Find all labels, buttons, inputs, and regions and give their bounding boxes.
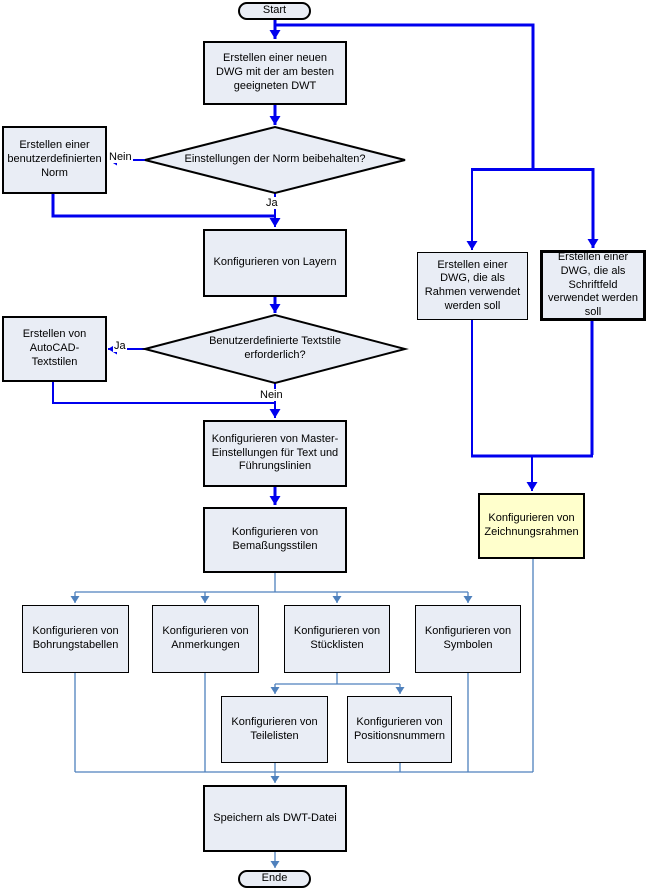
node-dimension-styles: Konfigurieren von Bemaßungsstilen [203, 507, 347, 573]
node-start: Start [238, 2, 311, 20]
node-custom-norm: Erstellen einer benutzerdefinierten Norm [2, 126, 107, 194]
node-annotations: Konfigurieren von Anmerkungen [152, 605, 259, 673]
edge-label-norm-ja: Ja [266, 197, 278, 209]
node-drawing-borders: Konfigurieren von Zeichnungsrahmen [478, 493, 585, 559]
node-end: Ende [238, 870, 311, 888]
node-parts-lists: Konfigurieren von Stücklisten [284, 605, 390, 673]
edge-label-norm-nein: Nein [109, 151, 132, 163]
edge-autocad-textstyles-merge [53, 382, 275, 403]
edge-custom-norm-merge [53, 194, 275, 216]
decision-keep-norm-label: Einstellungen der Norm beibehalten? [184, 153, 366, 166]
node-hole-tables: Konfigurieren von Bohrungstabellen [22, 605, 129, 673]
node-titleblock-dwg: Erstellen einer DWG, die als Schriftfeld verwendet werden soll [540, 250, 646, 321]
node-layers: Konfigurieren von Layern [203, 229, 347, 297]
node-balloons: Konfigurieren von Positionsnummern [347, 696, 452, 763]
node-autocad-textstyles: Erstellen von AutoCAD-Textstilen [2, 316, 107, 382]
node-create-dwg: Erstellen einer neuen DWG mit der am besten geeigneten DWT [203, 41, 347, 105]
edge-label-textstyles-ja: Ja [114, 340, 126, 352]
decision-textstyles-needed-label: Benutzerdefinierte Textstile erforderlich? [209, 335, 341, 361]
node-symbols: Konfigurieren von Symbolen [415, 605, 521, 673]
edge-label-textstyles-nein: Nein [260, 389, 283, 401]
node-master-settings: Konfigurieren von Master-Einstellungen für Text und Führungslinien [203, 420, 347, 487]
node-save-dwt: Speichern als DWT-Datei [203, 785, 347, 852]
node-frame-dwg: Erstellen einer DWG, die als Rahmen verwendet werden soll [417, 252, 528, 320]
node-part-lists: Konfigurieren von Teilelisten [221, 696, 328, 763]
